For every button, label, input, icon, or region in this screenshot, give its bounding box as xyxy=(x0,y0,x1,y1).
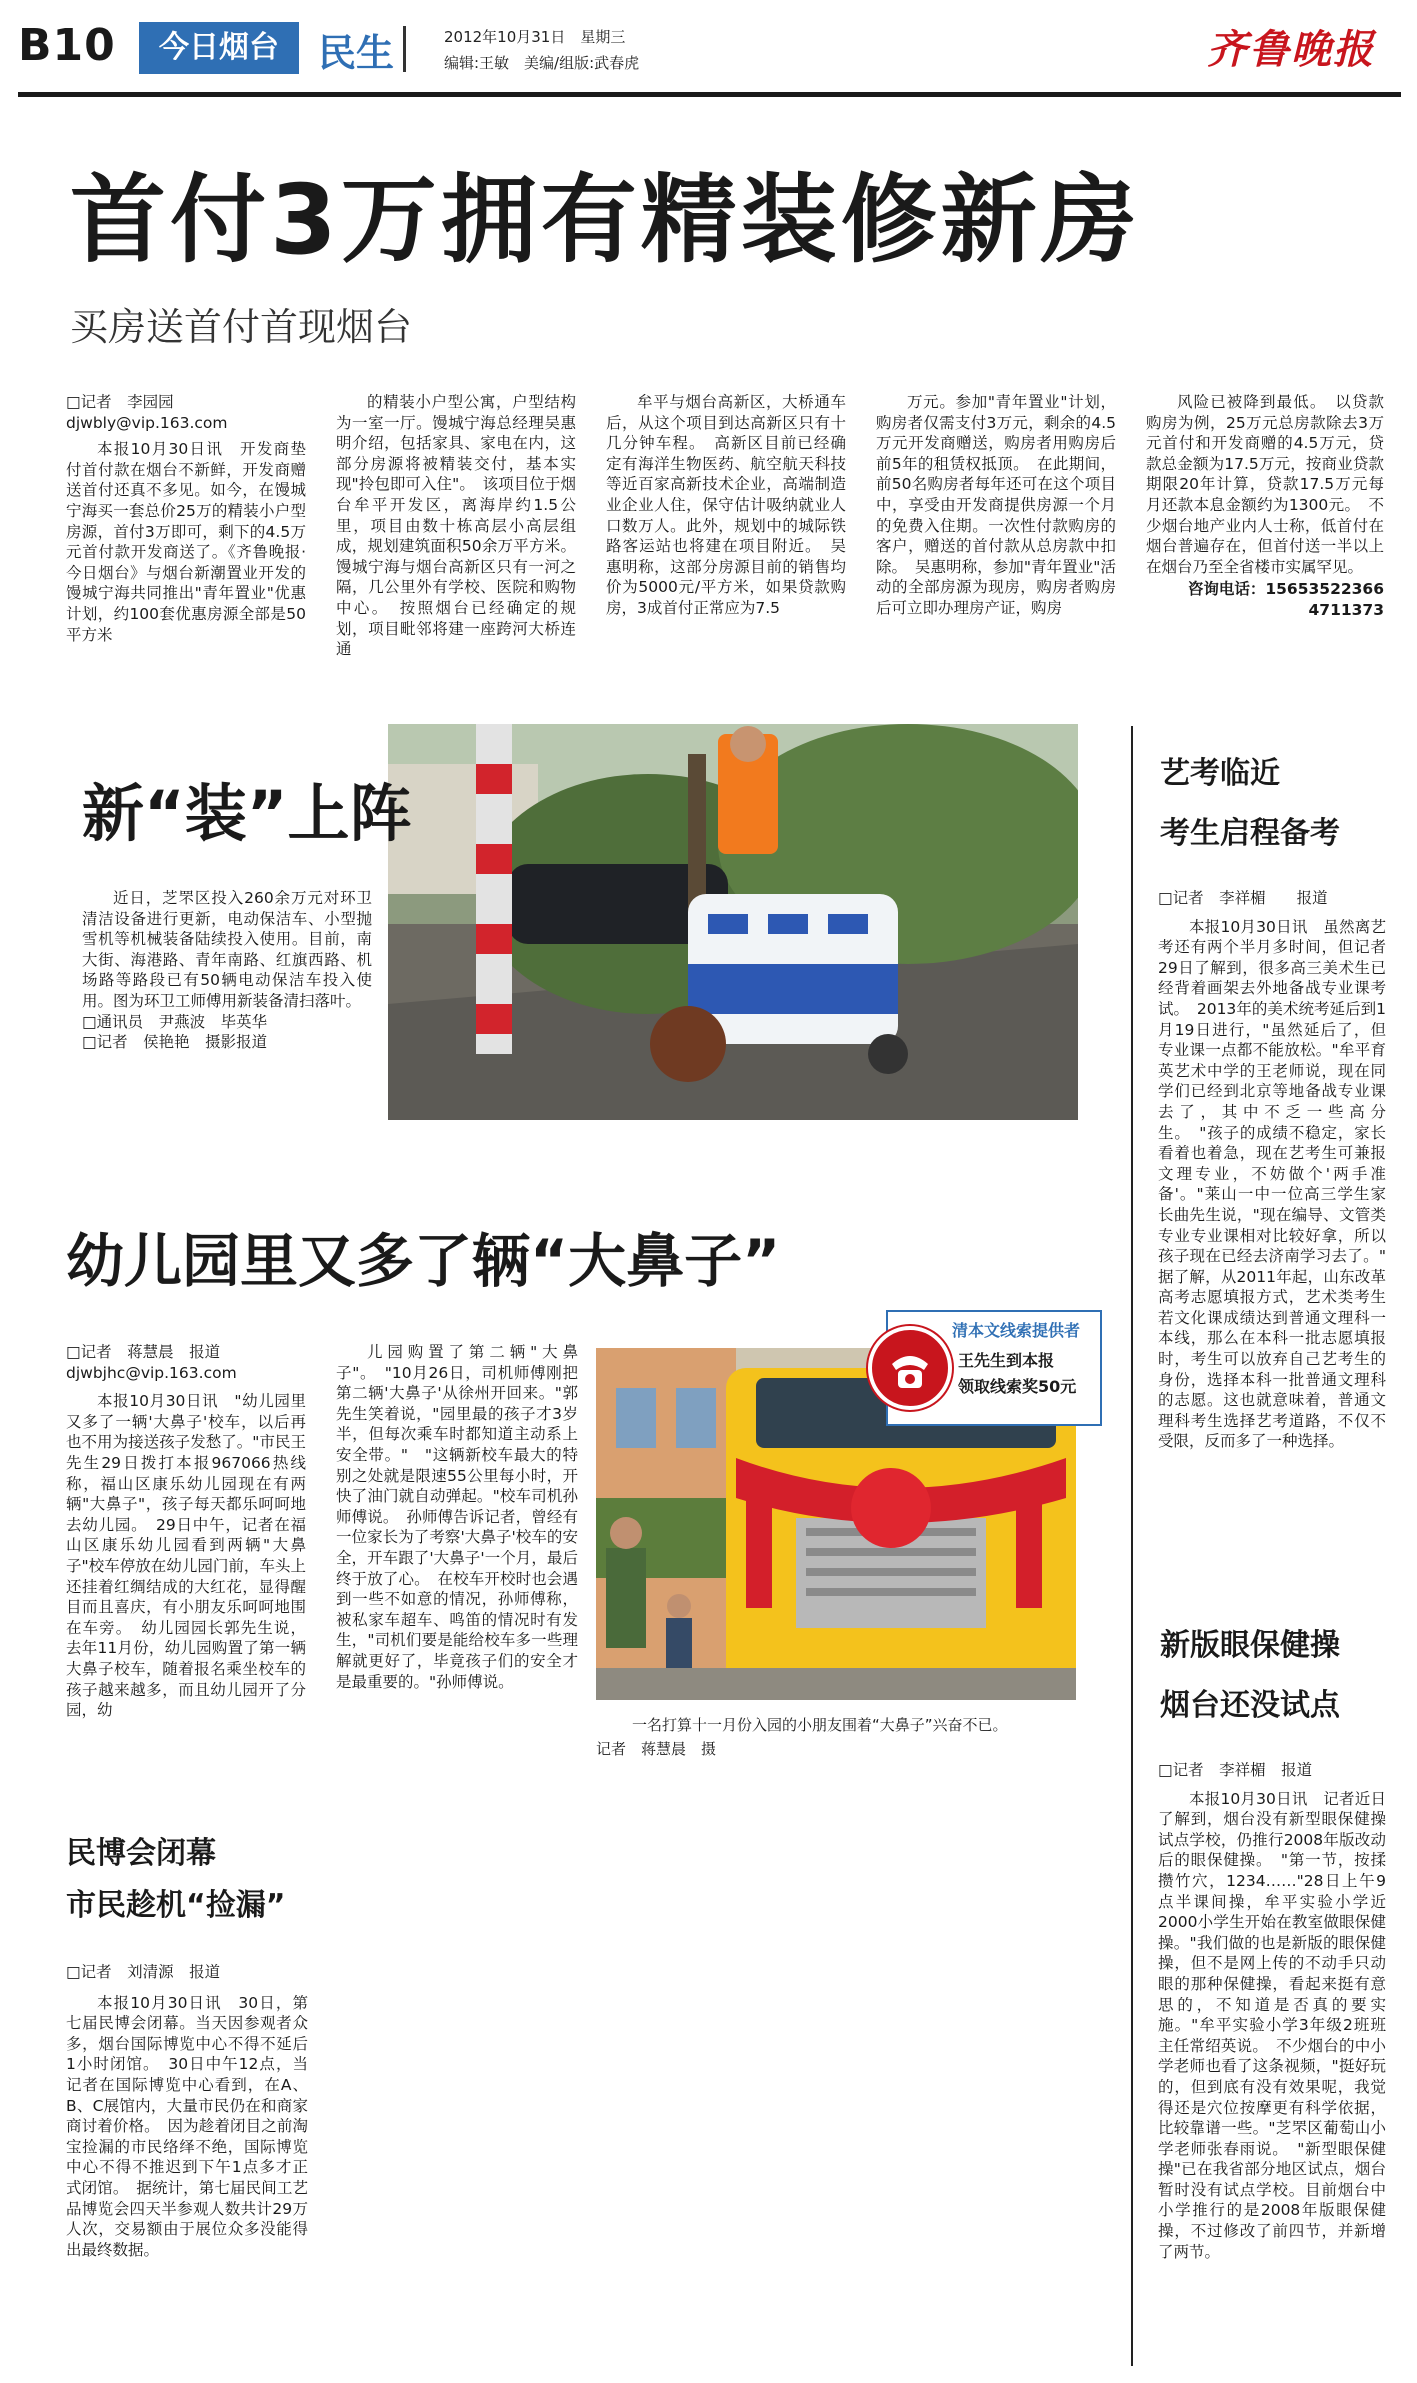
eye-exercise-body-text: 本报10月30日讯 记者近日了解到，烟台没有新型眼保健操试点学校，仍推行2008年版改动后的眼保健操。 "第一节，按揉攒竹穴，1234……"28日上午9点半课间操，牟平实验小学近2000小学生开始在教室做眼保健操。"我们做的也是新版的眼保健操，但不是网上传的不动手只动眼的那种保健操，看起来挺有意思的，不知道是否真的要实施。"牟平实验小学3年级2班班主任常绍英说。 不少烟台的中小学老师也看了这条视频，"挺好玩的，但到底有没有效果呢，我觉得还是穴位按摩更有科学依据，比较靠谱一些。"芝罘区葡萄山小学老师张春雨说。 "新型眼保健操"已在我省部分地区试点，烟台暂时没有试点学校。目前烟台中小学推行的是2008年版眼保健操，不过修改了前四节，并新增了两节。 xyxy=(1158,1789,1386,2261)
phone-icon xyxy=(868,1326,952,1410)
lead-col-2 xyxy=(336,392,576,660)
lead-headline: 首付3万拥有精装修新房 xyxy=(70,164,1141,276)
bus-headline: 幼儿园里又多了辆“大鼻子” xyxy=(66,1227,781,1295)
sweeper-title: 新“装”上阵 xyxy=(82,777,412,850)
page-number: B10 xyxy=(18,20,116,71)
expo-body xyxy=(66,1962,308,2260)
sweeper-credit-2: □记者 侯艳艳 摄影报道 xyxy=(82,1033,268,1052)
bus-email: djwbjhc@vip.163.com xyxy=(66,1363,237,1382)
lead-col-5 xyxy=(1146,392,1384,621)
eye-exercise-headline-2: 烟台还没试点 xyxy=(1160,1688,1340,1723)
lead-col-1 xyxy=(66,392,306,645)
sweeper-photo xyxy=(388,724,1078,1120)
header-rule xyxy=(18,92,1401,97)
sweeper-caption xyxy=(82,888,372,1053)
date-line: 2012年10月31日 星期三 xyxy=(444,28,626,46)
expo-headline-2: 市民趁机“捡漏” xyxy=(66,1888,286,1923)
hotline-box xyxy=(886,1310,1102,1426)
art-exam-headline-2: 考生启程备考 xyxy=(1160,816,1340,851)
header-divider xyxy=(403,26,406,72)
editor-line: 编辑:王敏 美编/组版:武春虎 xyxy=(444,54,640,72)
expo-body-text: 本报10月30日讯 30日，第七届民博会闭幕。当天因参观者众多，烟台国际博览中心不得不延后1小时闭馆。 30日中午12点，当记者在国际博览中心看到，在A、B、C展馆内，大量市民仍在和商家商讨着价格。 因为趁着闭目之前淘宝捡漏的市民络绎不绝，国际博览中心不得不推迟到下午1点多才正式闭馆。 据统计，第七届民间工艺品博览会四天半参观人数共计29万人次，交易额由于展位众多没能得出最终数据。 xyxy=(66,1993,308,2259)
eye-exercise-byline: □记者 李祥楣 报道 xyxy=(1158,1761,1313,1779)
art-exam-byline: □记者 李祥楣 报道 xyxy=(1158,889,1328,907)
art-exam-body-text: 本报10月30日讯 虽然离艺考还有两个半月多时间，但记者29日了解到，很多高三美术生已经背着画架去外地备战专业课考试。 2013年的美术统考延后到1月19日进行，"虽然延后了，但专业课一点都不能放松。"牟平育英艺术中学的王老师说，现在同学们已经到北京等地备战专业课去了，其中不乏一些高分生。 "孩子的成绩不稳定，家长看着也着急，现在艺考生可兼报文理专业，不妨做个'两手准备'。"莱山一中一位高三学生家长曲先生说，"现在编导、文管类专业专业课相对比较好拿，所以孩子现在已经去济南学习去了。" 据了解，从2011年起，山东改革高考志愿填报方式，艺术类考生若文化课成绩达到普通文理科一本线，那么在本科一批志愿填报时，考生可以放弃自己艺考生的身份，选择本科一批普通文理科的志愿。这也就意味着，普通文理科考生选择艺考道路，不仅不受限，反而多了一种选择。 xyxy=(1158,917,1402,1451)
sweeper-credit-1: □通讯员 尹燕波 毕英华 xyxy=(82,1012,268,1031)
sidebar-divider xyxy=(1131,726,1133,2366)
bus-col-1 xyxy=(66,1342,306,1721)
eye-exercise-body xyxy=(1158,1760,1386,2262)
lead-col-1-text: 本报10月30日讯 开发商垫付首付款在烟台不新鲜，开发商赠送首付还真不多见。如今，在馒城宁海买一套总价25万的精装小户型房源，首付3万即可，剩下的4.5万元首付款开发商送了。《齐鲁晚报·今日烟台》与烟台新潮置业开发的馒城宁海共同推出"青年置业"优惠计划，约100套优惠房源全部是50平方米 xyxy=(66,440,306,644)
hotline-title: 清本文线索提供者 xyxy=(952,1321,1081,1340)
bus-col-2 xyxy=(336,1342,578,1692)
lead-email: djwbly@vip.163.com xyxy=(66,413,228,432)
lead-col-5-text: 风险已被降到最低。 以贷款购房为例，25万元总房款除去3万元首付和开发商赠的4.5万元，贷款总金额为17.5万元，按商业贷款期限20年计算，贷款17.5万元每月还款本息金额约为1300元。 不少烟台地产业内人士称，低首付在烟台普遍存在，但首付送一半以上在烟台乃至全省楼市实属罕见。 xyxy=(1146,393,1384,576)
lead-phone: 咨询电话：15653522366 xyxy=(1187,580,1384,599)
lead-col-2-text: 的精装小户型公寓，户型结构为一室一厅。馒城宁海总经理吴惠明介绍，包括家具、家电在内，这部分房源将被精装交付，基本实现"拎包即可入住"。 该项目位于烟台牟平开发区，离海岸约1.5公里，项目由数十栋高层小高层组成，规划建筑面积50余万平方米。馒城宁海与烟台高新区只有一河之隔，几公里外有学校、医院和购物中心。 按照烟台已经确定的规划，项目毗邻将建一座跨河大桥连通 xyxy=(336,393,576,659)
hotline-line-2: 领取线索奖50元 xyxy=(958,1377,1077,1396)
hotline-line-1: 王先生到本报 xyxy=(958,1351,1055,1370)
lead-col-3 xyxy=(606,392,846,619)
newspaper-logo: 齐鲁晚报 xyxy=(1207,26,1375,73)
lead-col-3-text: 牟平与烟台高新区，大桥通车后，从这个项目到达高新区只有十几分钟车程。 高新区目前已经确定有海洋生物医药、航空航天科技等近百家高新技术企业，高端制造业企业人住，保守估计吸纳就业人口数万人。此外，规划中的城际铁路客运站也将建在项目附近。 吴惠明称，这部分房源目前的销售均价为5000元/平方米，如果贷款购房，3成首付正常应为7.5 xyxy=(606,393,846,617)
bus-col-1-text: 本报10月30日讯 "幼儿园里又多了一辆'大鼻子'校车，以后再也不用为接送孩子发愁了。"市民王先生29日拨打本报967066热线称，福山区康乐幼儿园现在有两辆"大鼻子"，孩子每天都乐呵呵地去幼儿园。 29日中午，记者在福山区康乐幼儿园看到两辆"大鼻子"校车停放在幼儿园门前，车头上还挂着红绸结成的大红花，显得醒目而且喜庆，有小朋友乐呵呵地围在车旁。 幼儿园园长郭先生说，去年11月份，幼儿园购置了第一辆大鼻子校车，随着报名乘坐校车的孩子越来越多，而且幼儿园开了分园，幼 xyxy=(66,1392,306,1720)
expo-byline: □记者 刘清源 报道 xyxy=(66,1963,221,1981)
art-exam-headline-1: 艺考临近 xyxy=(1160,756,1280,791)
lead-col-4-text: 万元。参加"青年置业"计划，购房者仅需支付3万元，剩余的4.5万元开发商赠送，购房者用购房后前5年的租赁权抵顶。 在此期间，前50名购房者每年还可在这个项目中，享受由开发商提供房源一个月的免费入住期。一次性付款购房的客户，赠送的首付款从总房款中扣除。 吴惠明称，参加"青年置业"活动的全部房源为现房，购房者购房后可立即办理房产证，购房 xyxy=(876,393,1116,617)
lead-byline: □记者 李园园 xyxy=(66,393,174,411)
section-name: 民生 xyxy=(318,31,395,75)
bus-byline: □记者 蒋慧晨 报道 xyxy=(66,1343,221,1361)
eye-exercise-headline-1: 新版眼保健操 xyxy=(1160,1628,1340,1663)
section-badge: 今日烟台 xyxy=(139,22,299,74)
expo-headline-1: 民博会闭幕 xyxy=(66,1836,216,1871)
art-exam-body xyxy=(1158,888,1402,1452)
sweeper-photo-art xyxy=(388,724,1078,1120)
lead-subhead: 买房送首付首现烟台 xyxy=(70,305,413,349)
bus-col-2-text: 儿园购置了第二辆"大鼻子"。 "10月26日，司机师傅刚把第二辆'大鼻子'从徐州开回来。"郭先生笑着说，"园里最的孩子才3岁半，但每次乘车时都知道主动系上安全带。" "这辆新校车最大的特别之处就是限速55公里每小时，开快了油门就自动弹起。"校车司机孙师傅说。 孙师傅告诉记者，曾经有一位家长为了考察'大鼻子'校车的安全，开车跟了'大鼻子'一个月，最后终于放了心。 在校车开校时也会遇到一些不如意的情况，孙师傅称，被私家车超车、鸣笛的情况时有发生，"司机们要是能给校车多一些理解就更好了，毕竟孩子们的安全才是最重要的。"孙师傅说。 xyxy=(336,1343,578,1691)
bus-caption: 一名打算十一月份入园的小朋友围着“大鼻子”兴奋不已。 xyxy=(632,1716,1008,1734)
sweeper-caption-text: 近日，芝罘区投入260余万元对环卫清洁设备进行更新，电动保洁车、小型抛雪机等机械装备陆续投入使用。目前，南大街、海港路、青年南路、红旗西路、机场路等路段已有50辆电动保洁车投入使用。图为环卫工师傅用新装备清扫落叶。 xyxy=(82,889,372,1010)
bus-caption-credit: 记者 蒋慧晨 摄 xyxy=(596,1740,717,1758)
lead-phone-extra: 4711373 xyxy=(1308,600,1384,619)
lead-col-4 xyxy=(876,392,1116,619)
phone-icon-art xyxy=(872,1330,948,1406)
